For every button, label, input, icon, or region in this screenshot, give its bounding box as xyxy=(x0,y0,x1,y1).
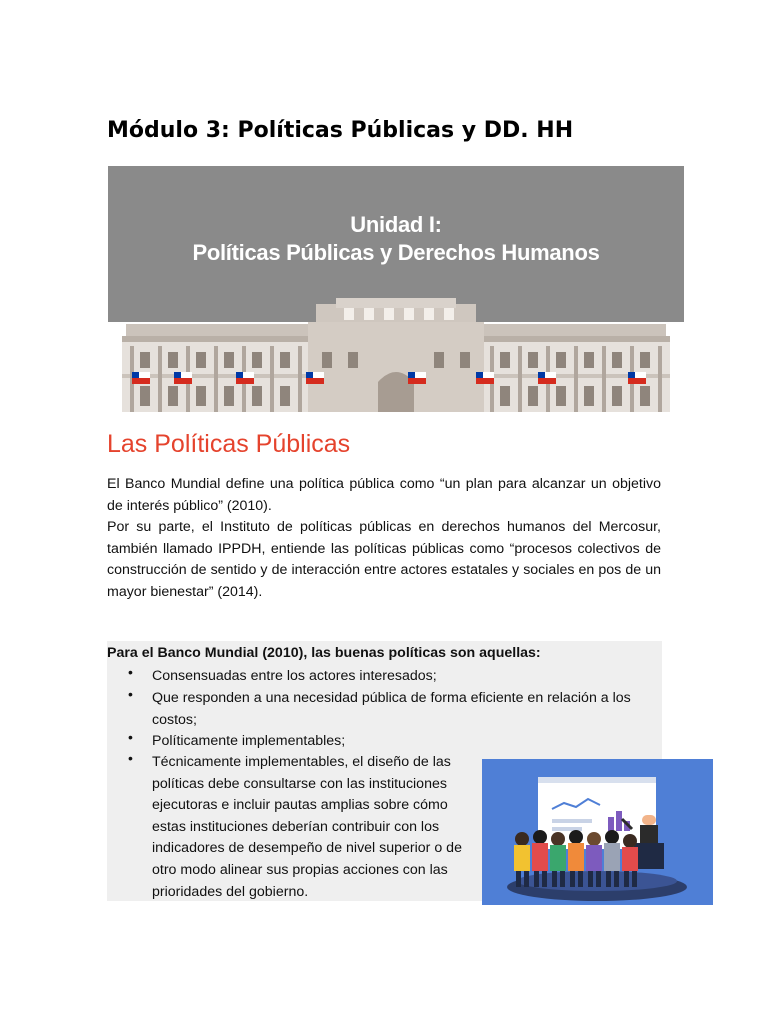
page-title: Módulo 3: Políticas Públicas y DD. HH xyxy=(107,118,574,143)
unit-banner xyxy=(108,166,684,412)
bullet-icon: • xyxy=(128,664,133,680)
government-palace-illustration xyxy=(108,166,684,412)
banner-unit-label: Unidad I: xyxy=(350,212,442,237)
bullet-icon: • xyxy=(128,729,133,745)
presentation-audience-illustration xyxy=(482,759,713,905)
section-heading: Las Políticas Públicas xyxy=(107,430,351,458)
paragraph-ippdh: Por su parte, el Instituto de políticas públicas en derechos humanos del Mercosur, también llamado IPPDH, entiende las políticas públicas como “procesos colectivos de construcción de sentido y de interacción entre actores estatales y sociales en pos de un mayor bienestar” (2014). xyxy=(107,519,661,600)
bullet-icon: • xyxy=(128,686,133,702)
box-heading: Para el Banco Mundial (2010), las buenas políticas son aquellas: xyxy=(107,645,541,661)
list-item: Que responden a una necesidad pública de forma eficiente en relación a los costos; xyxy=(152,690,631,728)
paragraph-world-bank: El Banco Mundial define una política pública como “un plan para alcanzar un objetivo de interés público” (2010). xyxy=(107,476,661,514)
list-item: Técnicamente implementables, el diseño de las políticas debe consultarse con las instituciones ejecutoras e incluir pautas amplias sobre cómo estas instituciones deberían contribuir con los indicadores de desempeño de nivel superior o de otro modo alinear sus propias acciones con las prioridades del gobierno. xyxy=(152,754,462,900)
list-item: Consensuadas entre los actores interesados; xyxy=(152,668,437,684)
list-item: Políticamente implementables; xyxy=(152,733,346,749)
banner-unit-title: Políticas Públicas y Derechos Humanos xyxy=(192,240,600,265)
bullet-icon: • xyxy=(128,750,133,766)
